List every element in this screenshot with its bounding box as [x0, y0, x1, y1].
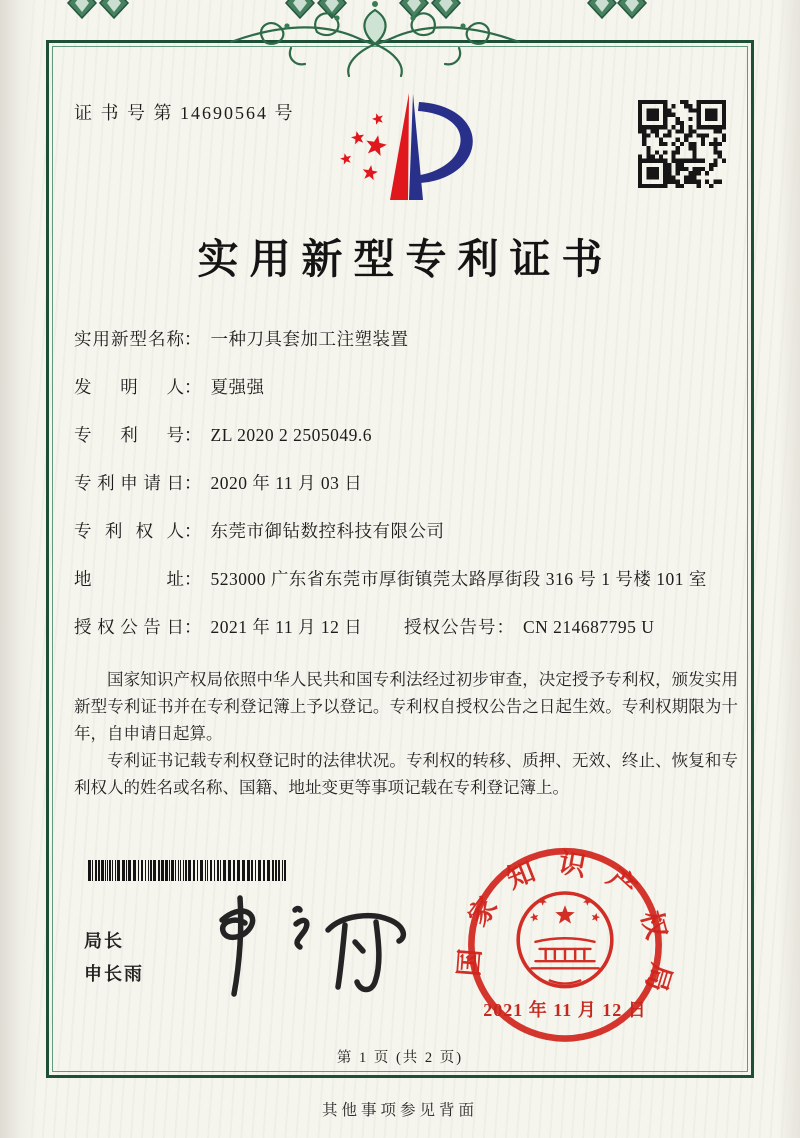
field-label: 专利权人	[74, 521, 184, 541]
cnipa-logo-icon	[322, 90, 482, 208]
field-grant-row	[74, 614, 738, 641]
legal-paragraph-2: 专利证书记载专利权登记时的法律状况。专利权的转移、质押、无效、终止、恢复和专利权人的姓名或名称、国籍、地址变更等事项记载在专利登记簿上。	[74, 751, 738, 797]
seal-ring-text: 国家知识产权局	[453, 847, 677, 1015]
field-value: 2020 年 11 月 03 日	[210, 473, 363, 493]
field-value: 一种刀具套加工注塑装置	[210, 329, 409, 349]
field-label: 专利号	[74, 425, 184, 445]
field-value: 夏强强	[210, 377, 265, 397]
official-seal	[452, 836, 678, 1066]
field-grant-number: 授权公告号 ： CN 214687795 U	[404, 614, 738, 641]
field-value: 523000 广东省东莞市厚街镇莞太路厚街段 316 号 1 号楼 101 室	[210, 569, 707, 589]
officer-name: 申长雨	[84, 964, 144, 984]
field-label: 授权公告号	[404, 617, 497, 637]
field-filing-date: 专利申请日 ： 2020 年 11 月 03 日	[74, 470, 738, 497]
legal-text	[74, 666, 738, 801]
director-signature-icon	[192, 890, 417, 1005]
field-utility-model-name: 实用新型名称 ： 一种刀具套加工注塑装置	[74, 326, 738, 353]
legal-paragraph-1: 国家知识产权局依照中华人民共和国专利法经过初步审查，决定授予专利权，颁发实用新型专利证书并在专利登记簿上予以登记。专利权自授权公告之日起生效。专利权期限为十年，自申请日起算。	[74, 670, 738, 743]
seal-date: 2021 年 11 月 12 日	[483, 1000, 647, 1020]
field-label: 发明人	[74, 377, 184, 397]
field-label: 实用新型名称	[74, 329, 184, 349]
field-list	[74, 326, 738, 641]
field-address: 地址 ： 523000 广东省东莞市厚街镇莞太路厚街段 316 号 1 号楼 101 室	[74, 566, 738, 593]
national-emblem-icon	[518, 893, 612, 987]
field-label: 地址	[74, 569, 184, 589]
field-label: 授权公告日	[74, 617, 184, 637]
certificate-title: 实用新型专利证书	[197, 236, 614, 282]
officer-block	[84, 925, 144, 991]
field-value: CN 214687795 U	[523, 617, 655, 637]
back-side-note: 其他事项参见背面	[321, 1102, 478, 1119]
barcode	[88, 860, 292, 881]
field-value: ZL 2020 2 2505049.6	[210, 425, 372, 445]
field-patentee: 专利权人 ： 东莞市御钻数控科技有限公司	[74, 518, 738, 545]
officer-title: 局长	[84, 931, 124, 951]
field-value: 2021 年 11 月 12 日	[210, 617, 363, 637]
field-patent-number: 专利号 ： ZL 2020 2 2505049.6	[74, 422, 738, 449]
page-number: 第 1 页 (共 2 页)	[336, 1050, 464, 1066]
svg-text:国家知识产权局	[454, 848, 677, 1015]
qr-code	[638, 100, 726, 188]
field-inventor: 发明人 ： 夏强强	[74, 374, 738, 401]
field-grant-date: 授权公告日 ： 2021 年 11 月 12 日	[74, 614, 404, 641]
certificate-number: 证 书 号 第 14690564 号	[74, 103, 295, 123]
field-label: 专利申请日	[74, 473, 184, 493]
field-value: 东莞市御钻数控科技有限公司	[210, 521, 445, 541]
